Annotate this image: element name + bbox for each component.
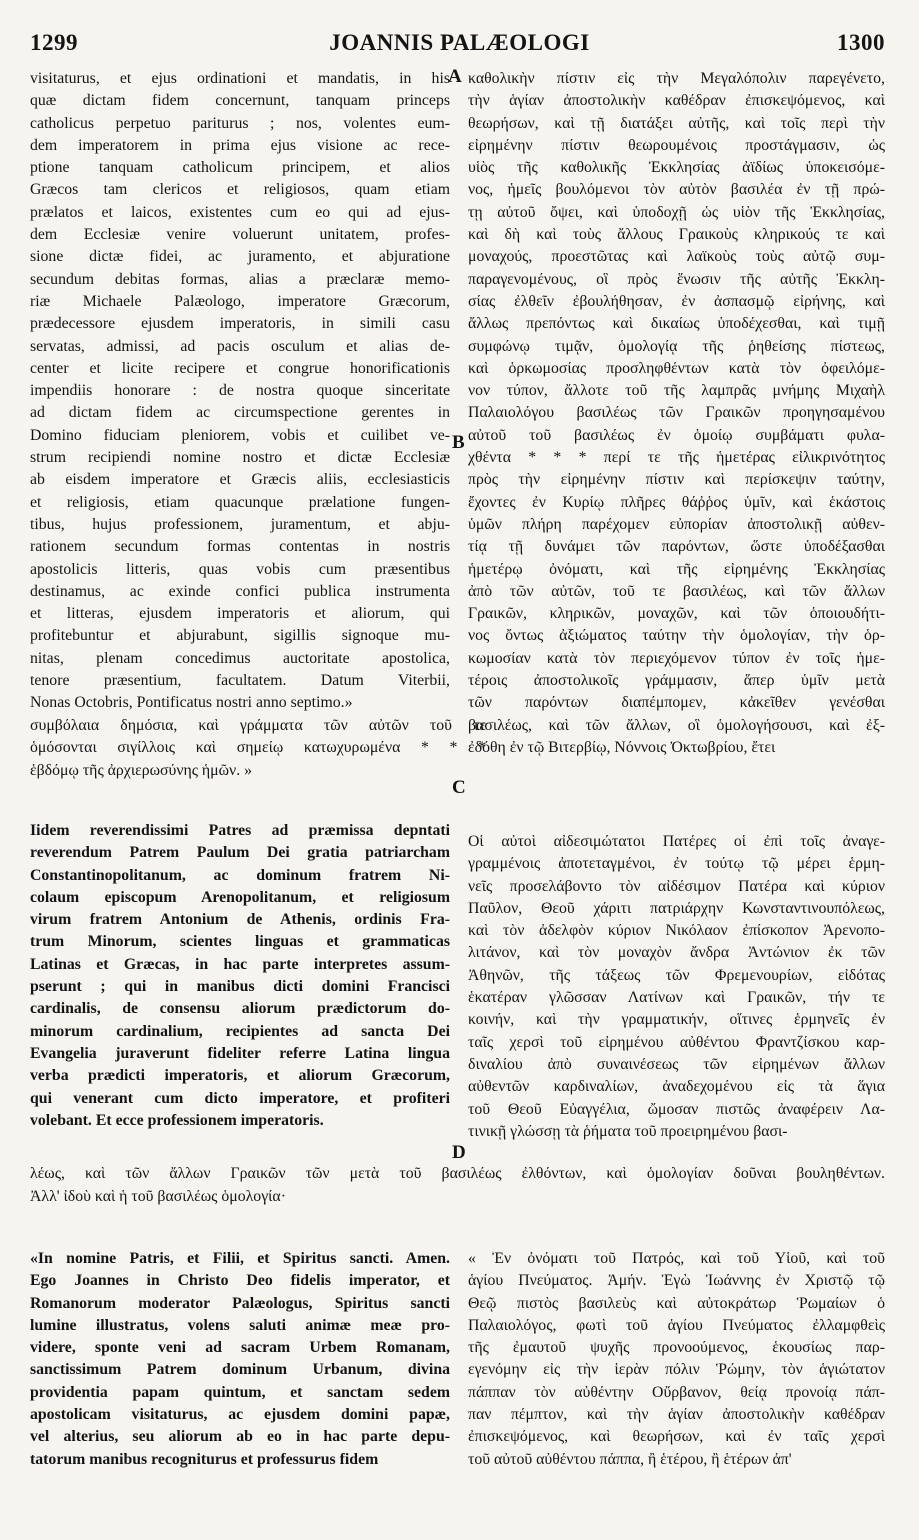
text-line: ab eisdem imperatore et Græcis aliis, ecclesiasticis [30, 471, 450, 489]
text-line: Domino fiduciam pleniorem, vobis et cuilibet ve- [30, 426, 450, 444]
text-line: ὁμόσονται σιγίλλοις καὶ σημείῳ κατωχυρωμένα * * * [30, 739, 486, 757]
text-line: profitebuntur et abjurabunt, sigillis signoque mu- [30, 627, 450, 645]
text-line: Græcos tam clericos et religiosos, quam etiam [30, 181, 450, 199]
text-line: prælatos et laicos, existentes cum eo qui ad ejus- [30, 203, 450, 221]
text-line: παν πέμπτον, καὶ τὴν ἁγίαν ἀποστολικὴν καθέδραν [468, 1406, 885, 1424]
text-line: riæ Michaele Palæologo, imperatore Græcorum, [30, 292, 450, 310]
text-line: υἱὸς τῆς καθολικῆς Ἐκκλησίας ἀϊδίως ὑποκεισόμε- [468, 159, 885, 177]
right-page-number: 1300 [837, 30, 885, 55]
text-line: apostolicis litteris, quas vobis cum præsentibus [30, 560, 450, 578]
text-line: providentia papam quintum, et sanctam sedem [30, 1383, 450, 1401]
text-line: Οἱ αὐτοὶ αἰδεσιμώτατοι Πατέρες οἱ ἐπὶ τοῖς ἀναγε- [468, 833, 885, 850]
section-marker-a: A [448, 66, 462, 87]
text-line: prædecessore ejusdem imperatoris, in simili casu [30, 315, 450, 333]
text-line: Ego Joannes in Christo Deo fidelis imperator, et [30, 1272, 450, 1290]
text-line: ἐδόθη ἐν τῷ Βιτερβίῳ, Νόννοις Ὀκτωβρίου, ἔτει [468, 738, 776, 756]
text-line: καὶ τὸν ἀδελφὸν κύριον Νικόλαον ἐπίσκοπον Ἀρενοπο- [468, 922, 885, 940]
running-header [0, 30, 919, 70]
text-line: χθέντα * * * περί τε τῆς ἡμετέρας εἰλικρινότητος [468, 449, 885, 467]
text-line: τῶν παρόντων διαπέμπομεν, κἀκεῖθεν γενέσθαι [468, 694, 885, 712]
text-line: ταῖς χερσὶ τοῦ εἰρημένου αὐθέντου Φραντζίσκου καρ- [468, 1033, 885, 1051]
text-line: tenore præsentium, facultatem. Datum Viterbii, [30, 672, 450, 690]
text-line: destinamus, ac exinde confici publica instrumenta [30, 582, 450, 600]
text-line: rationem secundum formas contentas in nostris [30, 538, 450, 556]
text-line: impendiis honorare : de nostra quoque sinceritate [30, 382, 450, 400]
text-line: Παλαιολόγου βασιλέως τῶν Γραικῶν προηγησαμένου [468, 404, 885, 422]
text-line: virum fratrem Antonium de Athenis, ordinis Fra- [30, 911, 450, 929]
text-line: Γραικῶν, κληρικῶν, μοναχῶν, καὶ τῶν ὁποιουδήτι- [468, 605, 885, 623]
text-line: συμβόλαια δημόσια, καὶ γράμματα τῶν αὐτῶν τοῦ τε [30, 717, 486, 734]
text-line: quæ dictam fidem concernunt, tanquam princeps [30, 92, 450, 110]
text-line: σίας ἐλθεῖν ἐβουλήθησαν, ἐν ἀσπασμῷ εἰρήνης, καὶ [468, 292, 885, 310]
text-line: Παῦλον, Θεοῦ χάριτι πατριάρχην Κωνσταντινουπόλεως, [468, 899, 885, 917]
text-line: reverendum Patrem Paulum Dei gratia patriarcham [30, 844, 450, 862]
text-line: εγενόμην εἰς τὴν ἱερὰν πόλιν Ῥώμην, τὸν ἁγιώτατον [468, 1361, 885, 1379]
text-line: γραμμένοις ἀποτεταγμένοι, ἐν τούτῳ τῷ μέρει ἑρμη- [468, 855, 885, 873]
text-line: ὑμῶν πλήρη παρέχομεν εὐπορίαν ἀποστολικῇ αὐθεν- [468, 515, 885, 533]
text-line: Evangelia juraverunt fideliter referre Latina lingua [30, 1044, 450, 1062]
text-line: strum recipiendi nomine nostro et dictæ Ecclesiæ [30, 449, 450, 467]
text-line: sione dictæ fidei, ac juramento, et abjuratione [30, 248, 450, 266]
text-line: dem Ecclesiæ venire voluerunt unitatem, profes- [30, 226, 450, 244]
text-line: apostolicam visitaturus, ac ejusdem domini papæ, [30, 1406, 450, 1424]
text-line: colaum episcopum Arenopolitanum, et religiosum [30, 888, 450, 906]
text-line: qui venerant cum dicto imperatore, et profiteri [30, 1089, 450, 1107]
text-line: διναλίου ἀπὸ συναινέσεως τῶν εἰρημένων ἄλλων [468, 1055, 885, 1073]
text-line: νον τύπον, ἄλλοτε τοῦ τῆς λαμπρᾶς μνήμης Μιχαὴλ [468, 382, 885, 400]
left-page-number: 1299 [30, 30, 78, 55]
text-line: αὐθεντῶν καρδιναλίων, ἀναδεχομένου εἰς τὰ ἅγια [468, 1078, 885, 1096]
text-line: συμφώνῳ τιμᾷν, ὁμολογίᾳ τῆς ῥηθείσης πίστεως, [468, 337, 885, 355]
text-line: visitaturus, et ejus ordinationi et mandatis, in his [30, 70, 450, 87]
text-line: Constantinopolitanum, ac dominum fratrem Ni- [30, 866, 450, 884]
text-line: trum Minorum, scientes linguas et grammaticas [30, 933, 450, 951]
greek-column-p3 [468, 1248, 885, 1471]
text-line: verba prædicti imperatoris, et aliorum Græcorum, [30, 1067, 450, 1085]
text-line: Ἀθηνῶν, τῆς τάξεως τῶν Φρεμενουρίων, εἰδότας [468, 966, 885, 984]
text-line: λιτάνον, καὶ τὸν μοναχὸν ἄνδρα Ἀντώνιον ἐκ τῶν [468, 944, 885, 962]
text-line: Latinas et Græcas, in hac parte interpretes assum- [30, 955, 450, 973]
text-line: ἁγίου Πνεύματος. Ἀμήν. Ἐγὼ Ἰωάννης ἐν Χριστῷ τῷ [468, 1272, 885, 1290]
text-line: καὶ δὴ καὶ τοὺς ἄλλους Γραικοὺς κληρικούς τε καὶ [468, 226, 885, 244]
text-line: Θεῷ πιστὸς βασιλεὺς καὶ αὐτοκράτωρ Ῥωμαίων ὁ [468, 1294, 885, 1312]
text-line: et religiosis, etiam quacunque prælatione fungen- [30, 493, 450, 511]
text-line: ἑβδόμῳ τῆς ἀρχιερωσύνης ἡμῶν. » [30, 761, 252, 779]
text-line: dem imperatorem in prima ejus visione ac rece- [30, 136, 450, 154]
text-line: τῆς ἐμαυτοῦ ψυχῆς προνοούμενος, ἑκουσίως παρ- [468, 1339, 885, 1357]
text-line: ἑκατέραν γλῶσσαν Λατίνων καὶ Γραικῶν, τήν τε [468, 989, 885, 1007]
text-line: lumine illustratus, volens saluti animæ meæ pro- [30, 1316, 450, 1334]
text-line: νεῖς προσελάβοντο τὸν αἰδέσιμον Πατέρα καὶ κύριον [468, 877, 885, 895]
text-line: Romanorum moderator Palæologus, Spiritus sancti [30, 1294, 450, 1312]
text-line: center et licite recipere et congrue honorificationis [30, 359, 450, 377]
confession-intro-line: Ἀλλ' ἰδοὺ καὶ ἡ τοῦ βασιλέως ὁμολογία· [30, 1188, 286, 1205]
text-line: μοναχούς, προεστῶτας καὶ λαϊκοὺς τοὺς αὐτῷ συμ- [468, 248, 885, 266]
latin-column-p3 [30, 1248, 450, 1471]
text-line: catholicus perpetuo pariturus ; nos, volentes eum- [30, 114, 450, 132]
text-line: volebant. Et ecce professionem imperatoris. [30, 1111, 324, 1129]
text-line: Nonas Octobris, Pontificatus nostri anno septimo.» [30, 694, 353, 712]
text-line: καὶ ὁρκωμοσίας προσληφθέντων κατὰ τὸν ὀφειλόμε- [468, 359, 885, 377]
text-line: sanctissimum Patrem dominum Urbanum, divina [30, 1361, 450, 1379]
text-line: videre, sponte veni ad sacram Urbem Romanam, [30, 1339, 450, 1357]
text-line: nitas, plenam concedimus auctoritate apostolica, [30, 649, 450, 667]
text-line: secundum debitas formas, alias a præclaræ memo- [30, 270, 450, 288]
text-line: τίᾳ τῇ δυνάμει τῶν παρόντων, ὥστε ὑποδέξασθαι [468, 538, 885, 556]
greek-confession-intro [30, 1186, 330, 1208]
text-line: minorum cardinalium, recipientes ad sancta Dei [30, 1022, 450, 1040]
full-width-greek-line: λέως, καὶ τῶν ἄλλων Γραικῶν τῶν μετὰ τοῦ βασιλέως ἐλθόντων, καὶ ὁμολογίαν δοῦναι βουληθέντων. [30, 1165, 885, 1182]
text-line: νος ὄντως ἀξιώματος ταύτην τὴν ὁμολογίαν, τὴν ὁρ- [468, 627, 885, 645]
text-line: vel alterius, seu aliorum ab eo in hac parte depu- [30, 1428, 450, 1446]
greek-column-p2 [468, 831, 885, 1143]
section-marker-c: C [452, 777, 466, 798]
text-line: αὐτοῦ τοῦ βασιλέως ἐν ὁμοίῳ συμβάματι φυλα- [468, 426, 885, 444]
text-line: εἰρημένην πίστιν θεωρουμένοις προστάγμασιν, ὡς [468, 136, 885, 154]
text-line: Iidem reverendissimi Patres ad præmissa depntati [30, 822, 450, 839]
latin-column-p2 [30, 820, 450, 1132]
text-line: Παλαιολόγος, φωτὶ τοῦ ἁγίου Πνεύματος ἐλλαμφθεὶς [468, 1316, 885, 1334]
text-line: θεωρήσων, καὶ τῇ διατάξει αὐτῆς, καὶ τοῖς περὶ τὴν [468, 114, 885, 132]
text-line: ἡμετέρῳ ὀνόματι, καὶ τῆς εἰρημένης Ἐκκλησίας [468, 560, 885, 578]
greek-column-p1 [468, 68, 885, 759]
text-line: νος, ἡμεῖς βουλόμενοι τὸν αὐτὸν βασιλέα ἐν τῇ πρώ- [468, 181, 885, 199]
text-line: ἀπὸ τῶν αὐτῶν, τοῦ τε βασιλέως, καὶ τῶν ἄλλων [468, 582, 885, 600]
text-line: τοῦ Θεοῦ Εὐαγγέλια, ὤμοσαν πιστῶς ἀναφέρειν Λα- [468, 1100, 885, 1118]
text-line: tatorum manibus recogniturus et professurus fidem [30, 1450, 379, 1468]
text-line: κωμοσίαν κατὰ τὸν περιεχόμενον τύπον ἐν τοῖς ἡμε- [468, 649, 885, 667]
text-line: τέροις ἀποστολικοῖς γράμμασιν, ἅπερ ὑμῖν μετὰ [468, 672, 885, 690]
greek-tail-under-latin [30, 715, 486, 782]
text-line: servatas, admissi, ad pacis osculum et alias de- [30, 337, 450, 355]
section-marker-d: D [452, 1142, 466, 1163]
section-marker-b: B [452, 432, 465, 453]
text-line: πάππαν τὸν αὐθέντην Οὔρβανον, θείᾳ προνοίᾳ πάπ- [468, 1383, 885, 1401]
text-line: «In nomine Patris, et Filii, et Spiritus sancti. Amen. [30, 1250, 450, 1267]
text-line: καθολικὴν πίστιν εἰς τὴν Μεγαλόπολιν παρεγένετο, [468, 70, 885, 87]
text-line: τινικῇ γλώσσῃ τὰ ῥήματα τοῦ προειρημένου βασι- [468, 1122, 788, 1140]
text-line: pserunt ; qui in manibus dicti domini Francisci [30, 978, 450, 996]
text-line: ptione tanquam catholicum principem, et alios [30, 159, 450, 177]
text-line: ad dictam fidem ac circumspectione gerentes in [30, 404, 450, 422]
text-line: πρὸς τὴν εἰρημένην πίστιν καὶ περίσκεψιν ταύτην, [468, 471, 885, 489]
text-line: et litteras, ejusdem imperatoris et aliorum, qui [30, 605, 450, 623]
text-line: cardinalis, de consensu aliorum prædictorum do- [30, 1000, 450, 1018]
latin-column-p1 [30, 68, 450, 715]
text-line: « Ἐν ὀνόματι τοῦ Πατρός, καὶ τοῦ Υἱοῦ, καὶ τοῦ [468, 1250, 885, 1267]
text-line: τῃ αὐτοῦ ὄψει, καὶ ὑποδοχῇ ὡς υἱὸν τῆς Ἐκκλησίας, [468, 203, 885, 221]
running-title: JOANNIS PALÆOLOGI [329, 30, 590, 55]
text-line: τὴν ἁγίαν ἀποστολικὴν καθέδραν ἐπισκεψόμενος, καὶ [468, 92, 885, 110]
text-line: ἔχοντες ἐν Κυρίῳ πλῆρες θάῤῥος ὑμῖν, καὶ ἑκάστοις [468, 493, 885, 511]
text-line: παραγενομένους, οἳ πρὸς ἕνωσιν τῆς αὐτῆς Ἐκκλη- [468, 270, 885, 288]
text-line: tibus, hujus professionem, juramentum, et abju- [30, 515, 450, 533]
text-line: κοινήν, καὶ τὴν γραμματικήν, οἵτινες ἑρμηνεῖς ἐν [468, 1011, 885, 1029]
text-line: βασιλέως, καὶ τῶν ἄλλων, οἳ ὁμολογήσουσι, καὶ ἐξ- [468, 716, 885, 734]
text-line: ἐπισκεψόμενος, καὶ θεωρήσων, καὶ ἐν ταῖς χερσὶ [468, 1428, 885, 1446]
text-line: ἄλλως πρεπόντως καὶ δικαίως ὑποδέχεσθαι, καὶ τιμῇ [468, 315, 885, 333]
text-line: τοῦ αὐτοῦ αὐθέντου πάππα, ἢ ἑτέρου, ἢ ἑτέρων ἀπ' [468, 1450, 792, 1468]
